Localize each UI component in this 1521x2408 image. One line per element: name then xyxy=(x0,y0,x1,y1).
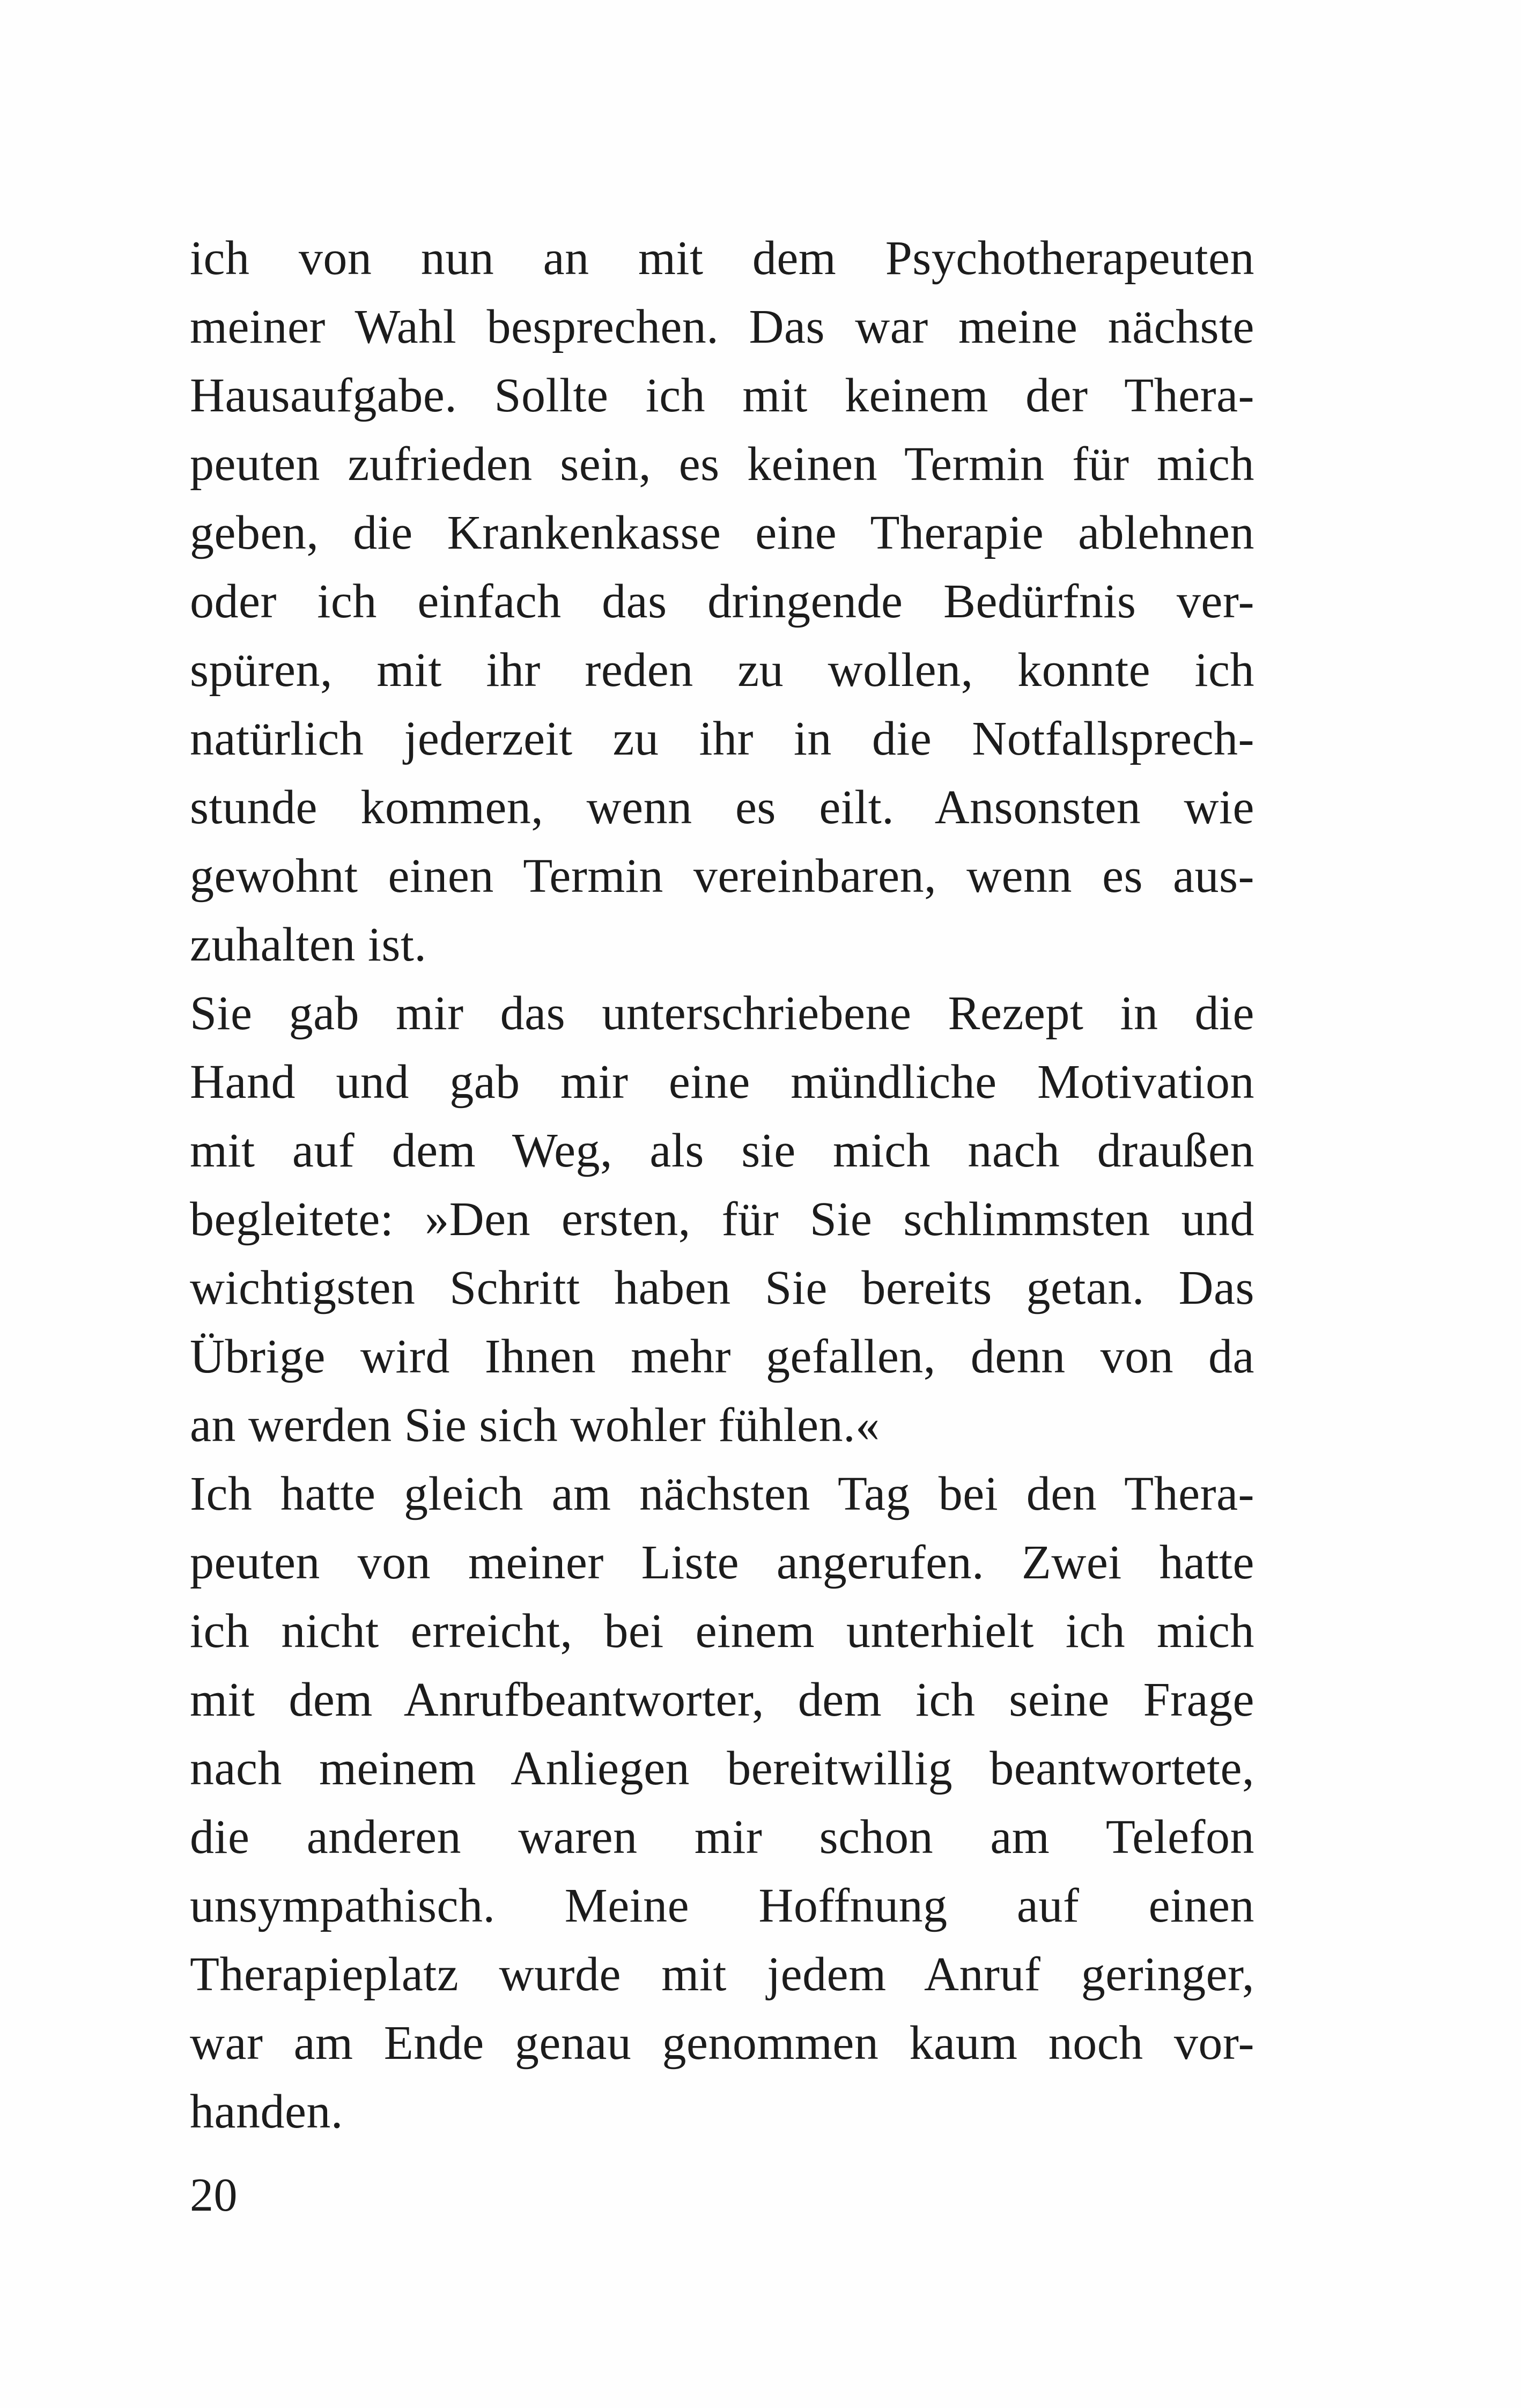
text-line: peuten von meiner Liste angerufen. Zwei hatte xyxy=(190,1536,1254,1589)
text-line: geben, die Krankenkasse eine Therapie ablehnen xyxy=(190,506,1254,559)
text-line: die anderen waren mir schon am Telefon xyxy=(190,1811,1254,1864)
text-line: nach meinem Anliegen bereitwillig beantwortete, xyxy=(190,1742,1254,1795)
paragraph xyxy=(190,224,1254,979)
text-line: handen. xyxy=(190,2085,343,2138)
text-line: Übrige wird Ihnen mehr gefallen, denn von da xyxy=(190,1330,1254,1383)
text-line: war am Ende genau genommen kaum noch vor- xyxy=(190,2016,1254,2070)
text-line: meiner Wahl besprechen. Das war meine nächste xyxy=(190,300,1254,353)
text-line: mit dem Anrufbeantworter, dem ich seine Frage xyxy=(190,1673,1254,1726)
text-line: oder ich einfach das dringende Bedürfnis ver- xyxy=(190,575,1254,628)
text-line: ich von nun an mit dem Psychotherapeuten xyxy=(190,232,1254,285)
text-line: Sie gab mir das unterschriebene Rezept in die xyxy=(190,987,1254,1040)
text-line: begleitete: »Den ersten, für Sie schlimmsten und xyxy=(190,1193,1254,1246)
page-number: 20 xyxy=(190,2169,238,2221)
text-line: zuhalten ist. xyxy=(190,918,427,971)
text-line: peuten zufrieden sein, es keinen Termin für mich xyxy=(190,438,1254,491)
text-line: Hand und gab mir eine mündliche Motivation xyxy=(190,1055,1254,1109)
page-text xyxy=(190,224,1254,2146)
text-line: mit auf dem Weg, als sie mich nach draußen xyxy=(190,1124,1254,1177)
text-line: Ich hatte gleich am nächsten Tag bei den Thera- xyxy=(190,1467,1254,1520)
paragraph xyxy=(190,979,1254,1460)
text-line: Therapieplatz wurde mit jedem Anruf geringer, xyxy=(190,1948,1254,2001)
text-line: unsympathisch. Meine Hoffnung auf einen xyxy=(190,1879,1254,1932)
text-line: wichtigsten Schritt haben Sie bereits getan. Das xyxy=(190,1261,1254,1314)
text-line: an werden Sie sich wohler fühlen.« xyxy=(190,1399,880,1452)
text-line: ich nicht erreicht, bei einem unterhielt ich mich xyxy=(190,1605,1254,1658)
text-line: Hausaufgabe. Sollte ich mit keinem der Thera- xyxy=(190,369,1254,422)
text-line: stunde kommen, wenn es eilt. Ansonsten wie xyxy=(190,781,1254,834)
paragraph xyxy=(190,1460,1254,2146)
text-line: gewohnt einen Termin vereinbaren, wenn es aus- xyxy=(190,850,1254,903)
text-line: natürlich jederzeit zu ihr in die Notfallsprech- xyxy=(190,712,1254,765)
text-line: spüren, mit ihr reden zu wollen, konnte ich xyxy=(190,644,1254,697)
